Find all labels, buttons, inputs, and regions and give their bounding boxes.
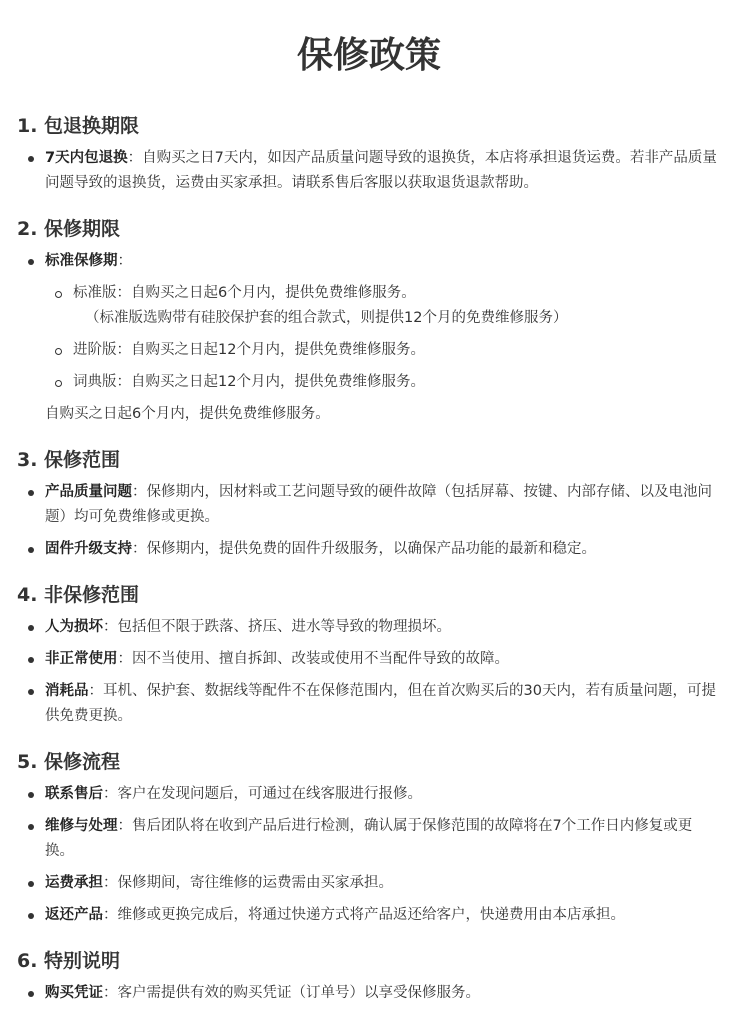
item-term: 人为损坏 (45, 619, 103, 635)
sub-list-item (73, 338, 721, 363)
bullet-list (17, 249, 721, 395)
item-text: 因不当使用、擅自拆卸、改装或使用不当配件导致的故障。 (132, 651, 509, 667)
section-heading: 5. 保修流程 (17, 751, 121, 773)
item-term: 非正常使用 (45, 651, 118, 667)
list-item: 购买凭证：客户需提供有效的购买凭证（订单号）以享受保修服务。 (45, 981, 721, 1006)
item-term: 购买凭证 (45, 985, 103, 1001)
list-item: 标准保修期： 标准版：自购买之日起6个月内，提供免费维修服务。 （标准版选购带有硅胶保护套的组合款式，则提供12个月的免费维修服务） 进阶版：自购买之日起12个月内，提供免费维修服务。 词典版：自购买之日起12个月内，提供免费维修服务。 (45, 249, 721, 395)
section-non-warranty-scope (17, 581, 721, 729)
page-title: 保修政策 (296, 35, 441, 76)
sub-item-text: 标准版：自购买之日起6个月内，提供免费维修服务。 (73, 285, 416, 301)
item-term: 7天内包退换 (45, 150, 128, 166)
item-text: 保修期间，寄往维修的运费需由买家承担。 (117, 875, 393, 891)
item-term: 产品质量问题 (45, 484, 132, 500)
section-heading: 4. 非保修范围 (17, 584, 140, 606)
item-term: 运费承担 (45, 875, 103, 891)
list-item: 人为损坏：包括但不限于跌落、挤压、进水等导致的物理损坏。 (45, 615, 721, 640)
item-term: 联系售后 (45, 786, 103, 802)
list-item: 固件升级支持：保修期内，提供免费的固件升级服务，以确保产品功能的最新和稳定。 (45, 537, 721, 562)
list-item: 7天内包退换：自购买之日7天内，如因产品质量问题导致的退换货，本店将承担退货运费。若非产品质量问题导致的退换货，运费由买家承担。请联系售后客服以获取退货退款帮助。 (45, 146, 721, 196)
section-heading: 2. 保修期限 (17, 218, 121, 240)
list-item: 消耗品：耳机、保护套、数据线等配件不在保修范围内，但在首次购买后的30天内，若有质量问题，可提供免费更换。 (45, 679, 721, 729)
section-warranty-period (17, 215, 721, 427)
section-warranty-process (17, 748, 721, 928)
item-text: 耳机、保护套、数据线等配件不在保修范围内，但在首次购买后的30天内，若有质量问题，可提供免费更换。 (45, 683, 716, 724)
item-text: 维修或更换完成后，将通过快递方式将产品返还给客户，快递费用由本店承担。 (117, 907, 625, 923)
item-term: 返还产品 (45, 907, 103, 923)
bullet-list (17, 981, 721, 1006)
list-item: 运费承担：保修期间，寄往维修的运费需由买家承担。 (45, 871, 721, 896)
section-special-notes (17, 947, 721, 1006)
item-text: 客户在发现问题后，可通过在线客服进行报修。 (117, 786, 422, 802)
item-text: 保修期内，提供免费的固件升级服务，以确保产品功能的最新和稳定。 (146, 541, 596, 557)
section-heading: 6. 特别说明 (17, 950, 121, 972)
item-term: 固件升级支持 (45, 541, 132, 557)
item-text: 售后团队将在收到产品后进行检测，确认属于保修范围的故障将在7个工作日内修复或更换。 (45, 818, 693, 859)
list-item: 非正常使用：因不当使用、擅自拆卸、改装或使用不当配件导致的故障。 (45, 647, 721, 672)
list-item: 产品质量问题：保修期内，因材料或工艺问题导致的硬件故障（包括屏幕、按键、内部存储、以及电池问题）均可免费维修或更换。 (45, 480, 721, 530)
section-warranty-scope (17, 446, 721, 562)
item-term: 标准保修期 (45, 253, 118, 269)
sub-item-note: （标准版选购带有硅胶保护套的组合款式，则提供12个月的免费维修服务） (85, 310, 568, 326)
section-tail-text: 自购买之日起6个月内，提供免费维修服务。 (45, 406, 330, 422)
item-text: 包括但不限于跌落、挤压、进水等导致的物理损坏。 (117, 619, 451, 635)
item-term: 维修与处理 (45, 818, 118, 834)
list-item: 维修与处理：售后团队将在收到产品后进行检测，确认属于保修范围的故障将在7个工作日内修复或更换。 (45, 814, 721, 864)
item-text: 客户需提供有效的购买凭证（订单号）以享受保修服务。 (117, 985, 480, 1001)
sub-item-text: 进阶版：自购买之日起12个月内，提供免费维修服务。 (73, 342, 425, 358)
section-return-period (17, 112, 721, 196)
bullet-list (17, 480, 721, 562)
list-item: 返还产品：维修或更换完成后，将通过快递方式将产品返还给客户，快递费用由本店承担。 (45, 903, 721, 928)
sub-list-item (73, 370, 721, 395)
sub-item-text: 词典版：自购买之日起12个月内，提供免费维修服务。 (73, 374, 425, 390)
bullet-list (17, 615, 721, 729)
sub-list-item (73, 281, 721, 331)
bullet-list (17, 782, 721, 928)
bullet-list (17, 146, 721, 196)
list-item: 联系售后：客户在发现问题后，可通过在线客服进行报修。 (45, 782, 721, 807)
sub-list (45, 281, 721, 395)
item-text: 保修期内，因材料或工艺问题导致的硬件故障（包括屏幕、按键、内部存储、以及电池问题）均可免费维修或更换。 (45, 484, 712, 525)
section-heading: 3. 保修范围 (17, 449, 121, 471)
item-text: 自购买之日7天内，如因产品质量问题导致的退换货，本店将承担退货运费。若非产品质量问题导致的退换货，运费由买家承担。请联系售后客服以获取退货退款帮助。 (45, 150, 717, 191)
section-heading: 1. 包退换期限 (17, 115, 140, 137)
item-term: 消耗品 (45, 683, 89, 699)
